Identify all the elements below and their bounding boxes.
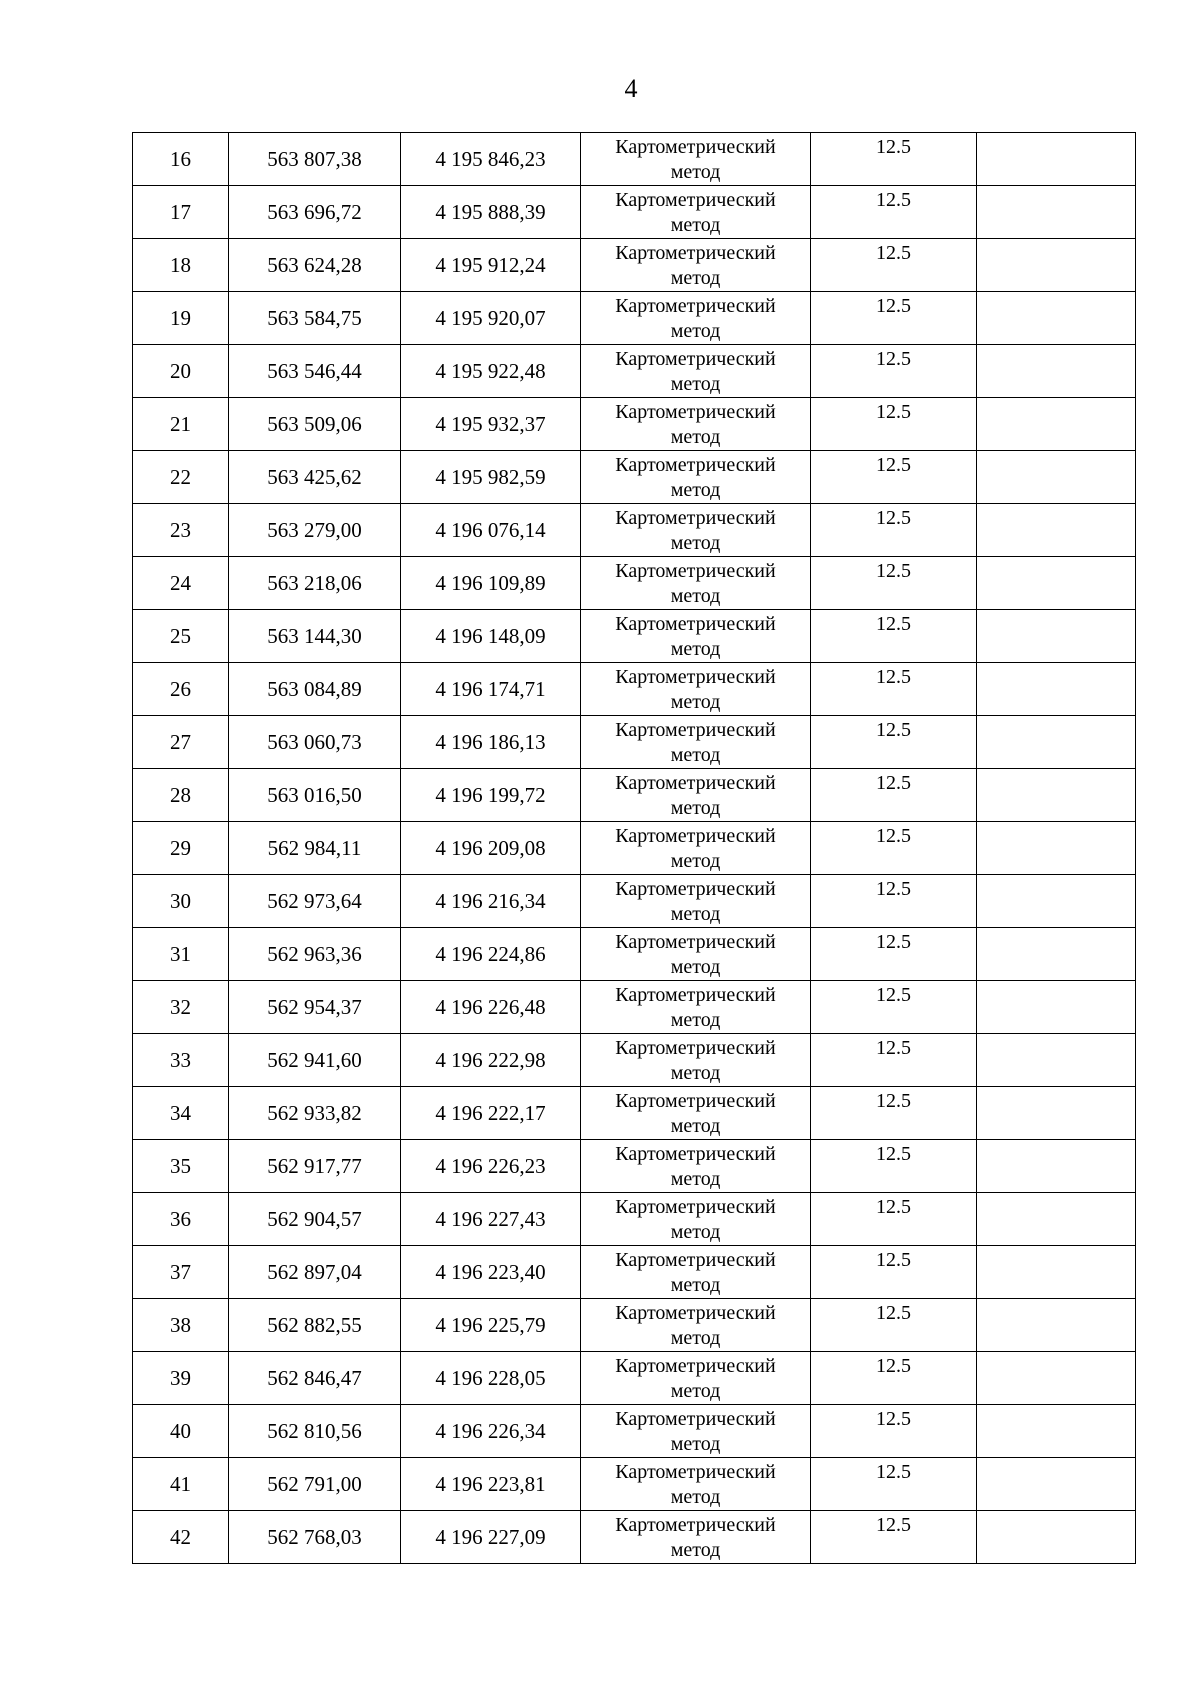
accuracy-cell: 12.5 bbox=[811, 610, 977, 663]
y-coordinate-cell: 4 196 223,81 bbox=[401, 1458, 581, 1511]
accuracy-cell: 12.5 bbox=[811, 769, 977, 822]
y-coordinate-cell: 4 196 209,08 bbox=[401, 822, 581, 875]
method-cell: Картометрический метод bbox=[581, 1405, 811, 1458]
accuracy-cell: 12.5 bbox=[811, 1352, 977, 1405]
note-cell bbox=[977, 239, 1136, 292]
x-coordinate-cell: 562 897,04 bbox=[229, 1246, 401, 1299]
table-row bbox=[133, 345, 1136, 398]
note-cell bbox=[977, 716, 1136, 769]
y-coordinate-cell: 4 196 186,13 bbox=[401, 716, 581, 769]
table-row bbox=[133, 398, 1136, 451]
accuracy-cell: 12.5 bbox=[811, 133, 977, 186]
point-number-cell: 34 bbox=[133, 1087, 229, 1140]
method-cell: Картометрический метод bbox=[581, 398, 811, 451]
method-cell: Картометрический метод bbox=[581, 1034, 811, 1087]
note-cell bbox=[977, 610, 1136, 663]
y-coordinate-cell: 4 195 922,48 bbox=[401, 345, 581, 398]
point-number-cell: 37 bbox=[133, 1246, 229, 1299]
method-cell: Картометрический метод bbox=[581, 1140, 811, 1193]
method-cell: Картометрический метод bbox=[581, 239, 811, 292]
point-number-cell: 25 bbox=[133, 610, 229, 663]
accuracy-cell: 12.5 bbox=[811, 504, 977, 557]
point-number-cell: 29 bbox=[133, 822, 229, 875]
point-number-cell: 21 bbox=[133, 398, 229, 451]
note-cell bbox=[977, 292, 1136, 345]
y-coordinate-cell: 4 195 846,23 bbox=[401, 133, 581, 186]
x-coordinate-cell: 562 791,00 bbox=[229, 1458, 401, 1511]
note-cell bbox=[977, 981, 1136, 1034]
accuracy-cell: 12.5 bbox=[811, 239, 977, 292]
accuracy-cell: 12.5 bbox=[811, 822, 977, 875]
accuracy-cell: 12.5 bbox=[811, 928, 977, 981]
point-number-cell: 27 bbox=[133, 716, 229, 769]
point-number-cell: 40 bbox=[133, 1405, 229, 1458]
note-cell bbox=[977, 451, 1136, 504]
table-row bbox=[133, 557, 1136, 610]
accuracy-cell: 12.5 bbox=[811, 1087, 977, 1140]
point-number-cell: 42 bbox=[133, 1511, 229, 1564]
point-number-cell: 28 bbox=[133, 769, 229, 822]
point-number-cell: 41 bbox=[133, 1458, 229, 1511]
x-coordinate-cell: 562 810,56 bbox=[229, 1405, 401, 1458]
x-coordinate-cell: 562 984,11 bbox=[229, 822, 401, 875]
method-cell: Картометрический метод bbox=[581, 610, 811, 663]
table-row bbox=[133, 928, 1136, 981]
note-cell bbox=[977, 1087, 1136, 1140]
method-cell: Картометрический метод bbox=[581, 822, 811, 875]
y-coordinate-cell: 4 196 225,79 bbox=[401, 1299, 581, 1352]
table-row bbox=[133, 1193, 1136, 1246]
x-coordinate-cell: 562 973,64 bbox=[229, 875, 401, 928]
accuracy-cell: 12.5 bbox=[811, 1511, 977, 1564]
y-coordinate-cell: 4 196 222,17 bbox=[401, 1087, 581, 1140]
x-coordinate-cell: 562 882,55 bbox=[229, 1299, 401, 1352]
method-cell: Картометрический метод bbox=[581, 557, 811, 610]
method-cell: Картометрический метод bbox=[581, 451, 811, 504]
x-coordinate-cell: 562 963,36 bbox=[229, 928, 401, 981]
y-coordinate-cell: 4 196 224,86 bbox=[401, 928, 581, 981]
accuracy-cell: 12.5 bbox=[811, 1193, 977, 1246]
note-cell bbox=[977, 875, 1136, 928]
y-coordinate-cell: 4 196 199,72 bbox=[401, 769, 581, 822]
x-coordinate-cell: 563 425,62 bbox=[229, 451, 401, 504]
point-number-cell: 31 bbox=[133, 928, 229, 981]
accuracy-cell: 12.5 bbox=[811, 981, 977, 1034]
x-coordinate-cell: 563 624,28 bbox=[229, 239, 401, 292]
method-cell: Картометрический метод bbox=[581, 981, 811, 1034]
point-number-cell: 26 bbox=[133, 663, 229, 716]
x-coordinate-cell: 563 509,06 bbox=[229, 398, 401, 451]
note-cell bbox=[977, 504, 1136, 557]
accuracy-cell: 12.5 bbox=[811, 557, 977, 610]
accuracy-cell: 12.5 bbox=[811, 1458, 977, 1511]
y-coordinate-cell: 4 196 226,48 bbox=[401, 981, 581, 1034]
accuracy-cell: 12.5 bbox=[811, 186, 977, 239]
table-row bbox=[133, 822, 1136, 875]
point-number-cell: 22 bbox=[133, 451, 229, 504]
accuracy-cell: 12.5 bbox=[811, 1140, 977, 1193]
point-number-cell: 33 bbox=[133, 1034, 229, 1087]
y-coordinate-cell: 4 196 228,05 bbox=[401, 1352, 581, 1405]
note-cell bbox=[977, 1458, 1136, 1511]
accuracy-cell: 12.5 bbox=[811, 663, 977, 716]
y-coordinate-cell: 4 195 912,24 bbox=[401, 239, 581, 292]
note-cell bbox=[977, 663, 1136, 716]
y-coordinate-cell: 4 196 227,43 bbox=[401, 1193, 581, 1246]
table-row bbox=[133, 981, 1136, 1034]
point-number-cell: 36 bbox=[133, 1193, 229, 1246]
table-row bbox=[133, 186, 1136, 239]
point-number-cell: 17 bbox=[133, 186, 229, 239]
note-cell bbox=[977, 1034, 1136, 1087]
y-coordinate-cell: 4 196 223,40 bbox=[401, 1246, 581, 1299]
accuracy-cell: 12.5 bbox=[811, 451, 977, 504]
method-cell: Картометрический метод bbox=[581, 769, 811, 822]
point-number-cell: 18 bbox=[133, 239, 229, 292]
table-row bbox=[133, 504, 1136, 557]
note-cell bbox=[977, 928, 1136, 981]
point-number-cell: 38 bbox=[133, 1299, 229, 1352]
method-cell: Картометрический метод bbox=[581, 716, 811, 769]
accuracy-cell: 12.5 bbox=[811, 1246, 977, 1299]
method-cell: Картометрический метод bbox=[581, 186, 811, 239]
y-coordinate-cell: 4 195 932,37 bbox=[401, 398, 581, 451]
x-coordinate-cell: 563 696,72 bbox=[229, 186, 401, 239]
x-coordinate-cell: 562 904,57 bbox=[229, 1193, 401, 1246]
accuracy-cell: 12.5 bbox=[811, 1405, 977, 1458]
note-cell bbox=[977, 769, 1136, 822]
y-coordinate-cell: 4 195 888,39 bbox=[401, 186, 581, 239]
method-cell: Картометрический метод bbox=[581, 1352, 811, 1405]
method-cell: Картометрический метод bbox=[581, 1193, 811, 1246]
note-cell bbox=[977, 1193, 1136, 1246]
method-cell: Картометрический метод bbox=[581, 292, 811, 345]
table-row bbox=[133, 875, 1136, 928]
y-coordinate-cell: 4 196 076,14 bbox=[401, 504, 581, 557]
accuracy-cell: 12.5 bbox=[811, 1299, 977, 1352]
note-cell bbox=[977, 557, 1136, 610]
point-number-cell: 32 bbox=[133, 981, 229, 1034]
point-number-cell: 39 bbox=[133, 1352, 229, 1405]
table-row bbox=[133, 1299, 1136, 1352]
note-cell bbox=[977, 1246, 1136, 1299]
method-cell: Картометрический метод bbox=[581, 1246, 811, 1299]
point-number-cell: 35 bbox=[133, 1140, 229, 1193]
table-row bbox=[133, 239, 1136, 292]
table-row bbox=[133, 769, 1136, 822]
table-row bbox=[133, 1140, 1136, 1193]
table-row bbox=[133, 292, 1136, 345]
x-coordinate-cell: 562 917,77 bbox=[229, 1140, 401, 1193]
y-coordinate-cell: 4 195 982,59 bbox=[401, 451, 581, 504]
x-coordinate-cell: 563 084,89 bbox=[229, 663, 401, 716]
table-row bbox=[133, 451, 1136, 504]
table-row bbox=[133, 663, 1136, 716]
accuracy-cell: 12.5 bbox=[811, 716, 977, 769]
table-row bbox=[133, 610, 1136, 663]
note-cell bbox=[977, 345, 1136, 398]
point-number-cell: 16 bbox=[133, 133, 229, 186]
accuracy-cell: 12.5 bbox=[811, 1034, 977, 1087]
x-coordinate-cell: 563 584,75 bbox=[229, 292, 401, 345]
note-cell bbox=[977, 1299, 1136, 1352]
point-number-cell: 19 bbox=[133, 292, 229, 345]
table-row bbox=[133, 1087, 1136, 1140]
y-coordinate-cell: 4 196 109,89 bbox=[401, 557, 581, 610]
note-cell bbox=[977, 822, 1136, 875]
method-cell: Картометрический метод bbox=[581, 663, 811, 716]
accuracy-cell: 12.5 bbox=[811, 292, 977, 345]
table-row bbox=[133, 133, 1136, 186]
method-cell: Картометрический метод bbox=[581, 1458, 811, 1511]
x-coordinate-cell: 562 933,82 bbox=[229, 1087, 401, 1140]
page-number: 4 bbox=[624, 74, 638, 103]
note-cell bbox=[977, 1405, 1136, 1458]
table-row bbox=[133, 1511, 1136, 1564]
method-cell: Картометрический метод bbox=[581, 875, 811, 928]
point-number-cell: 20 bbox=[133, 345, 229, 398]
method-cell: Картометрический метод bbox=[581, 1511, 811, 1564]
table-row bbox=[133, 1246, 1136, 1299]
accuracy-cell: 12.5 bbox=[811, 345, 977, 398]
x-coordinate-cell: 563 060,73 bbox=[229, 716, 401, 769]
x-coordinate-cell: 562 846,47 bbox=[229, 1352, 401, 1405]
x-coordinate-cell: 562 768,03 bbox=[229, 1511, 401, 1564]
y-coordinate-cell: 4 196 174,71 bbox=[401, 663, 581, 716]
x-coordinate-cell: 563 807,38 bbox=[229, 133, 401, 186]
x-coordinate-cell: 563 218,06 bbox=[229, 557, 401, 610]
note-cell bbox=[977, 398, 1136, 451]
x-coordinate-cell: 563 144,30 bbox=[229, 610, 401, 663]
coordinates-table-body bbox=[133, 133, 1136, 1564]
x-coordinate-cell: 562 941,60 bbox=[229, 1034, 401, 1087]
note-cell bbox=[977, 1352, 1136, 1405]
method-cell: Картометрический метод bbox=[581, 504, 811, 557]
method-cell: Картометрический метод bbox=[581, 1087, 811, 1140]
x-coordinate-cell: 563 016,50 bbox=[229, 769, 401, 822]
x-coordinate-cell: 563 279,00 bbox=[229, 504, 401, 557]
note-cell bbox=[977, 133, 1136, 186]
point-number-cell: 30 bbox=[133, 875, 229, 928]
table-row bbox=[133, 1034, 1136, 1087]
point-number-cell: 23 bbox=[133, 504, 229, 557]
y-coordinate-cell: 4 196 226,34 bbox=[401, 1405, 581, 1458]
coordinates-table bbox=[132, 132, 1136, 1564]
x-coordinate-cell: 563 546,44 bbox=[229, 345, 401, 398]
y-coordinate-cell: 4 196 226,23 bbox=[401, 1140, 581, 1193]
table-row bbox=[133, 1352, 1136, 1405]
x-coordinate-cell: 562 954,37 bbox=[229, 981, 401, 1034]
method-cell: Картометрический метод bbox=[581, 928, 811, 981]
accuracy-cell: 12.5 bbox=[811, 398, 977, 451]
y-coordinate-cell: 4 196 222,98 bbox=[401, 1034, 581, 1087]
method-cell: Картометрический метод bbox=[581, 1299, 811, 1352]
y-coordinate-cell: 4 196 148,09 bbox=[401, 610, 581, 663]
y-coordinate-cell: 4 196 216,34 bbox=[401, 875, 581, 928]
note-cell bbox=[977, 186, 1136, 239]
y-coordinate-cell: 4 196 227,09 bbox=[401, 1511, 581, 1564]
table-row bbox=[133, 1458, 1136, 1511]
accuracy-cell: 12.5 bbox=[811, 875, 977, 928]
method-cell: Картометрический метод bbox=[581, 345, 811, 398]
note-cell bbox=[977, 1511, 1136, 1564]
y-coordinate-cell: 4 195 920,07 bbox=[401, 292, 581, 345]
table-row bbox=[133, 1405, 1136, 1458]
point-number-cell: 24 bbox=[133, 557, 229, 610]
table-row bbox=[133, 716, 1136, 769]
note-cell bbox=[977, 1140, 1136, 1193]
method-cell: Картометрический метод bbox=[581, 133, 811, 186]
